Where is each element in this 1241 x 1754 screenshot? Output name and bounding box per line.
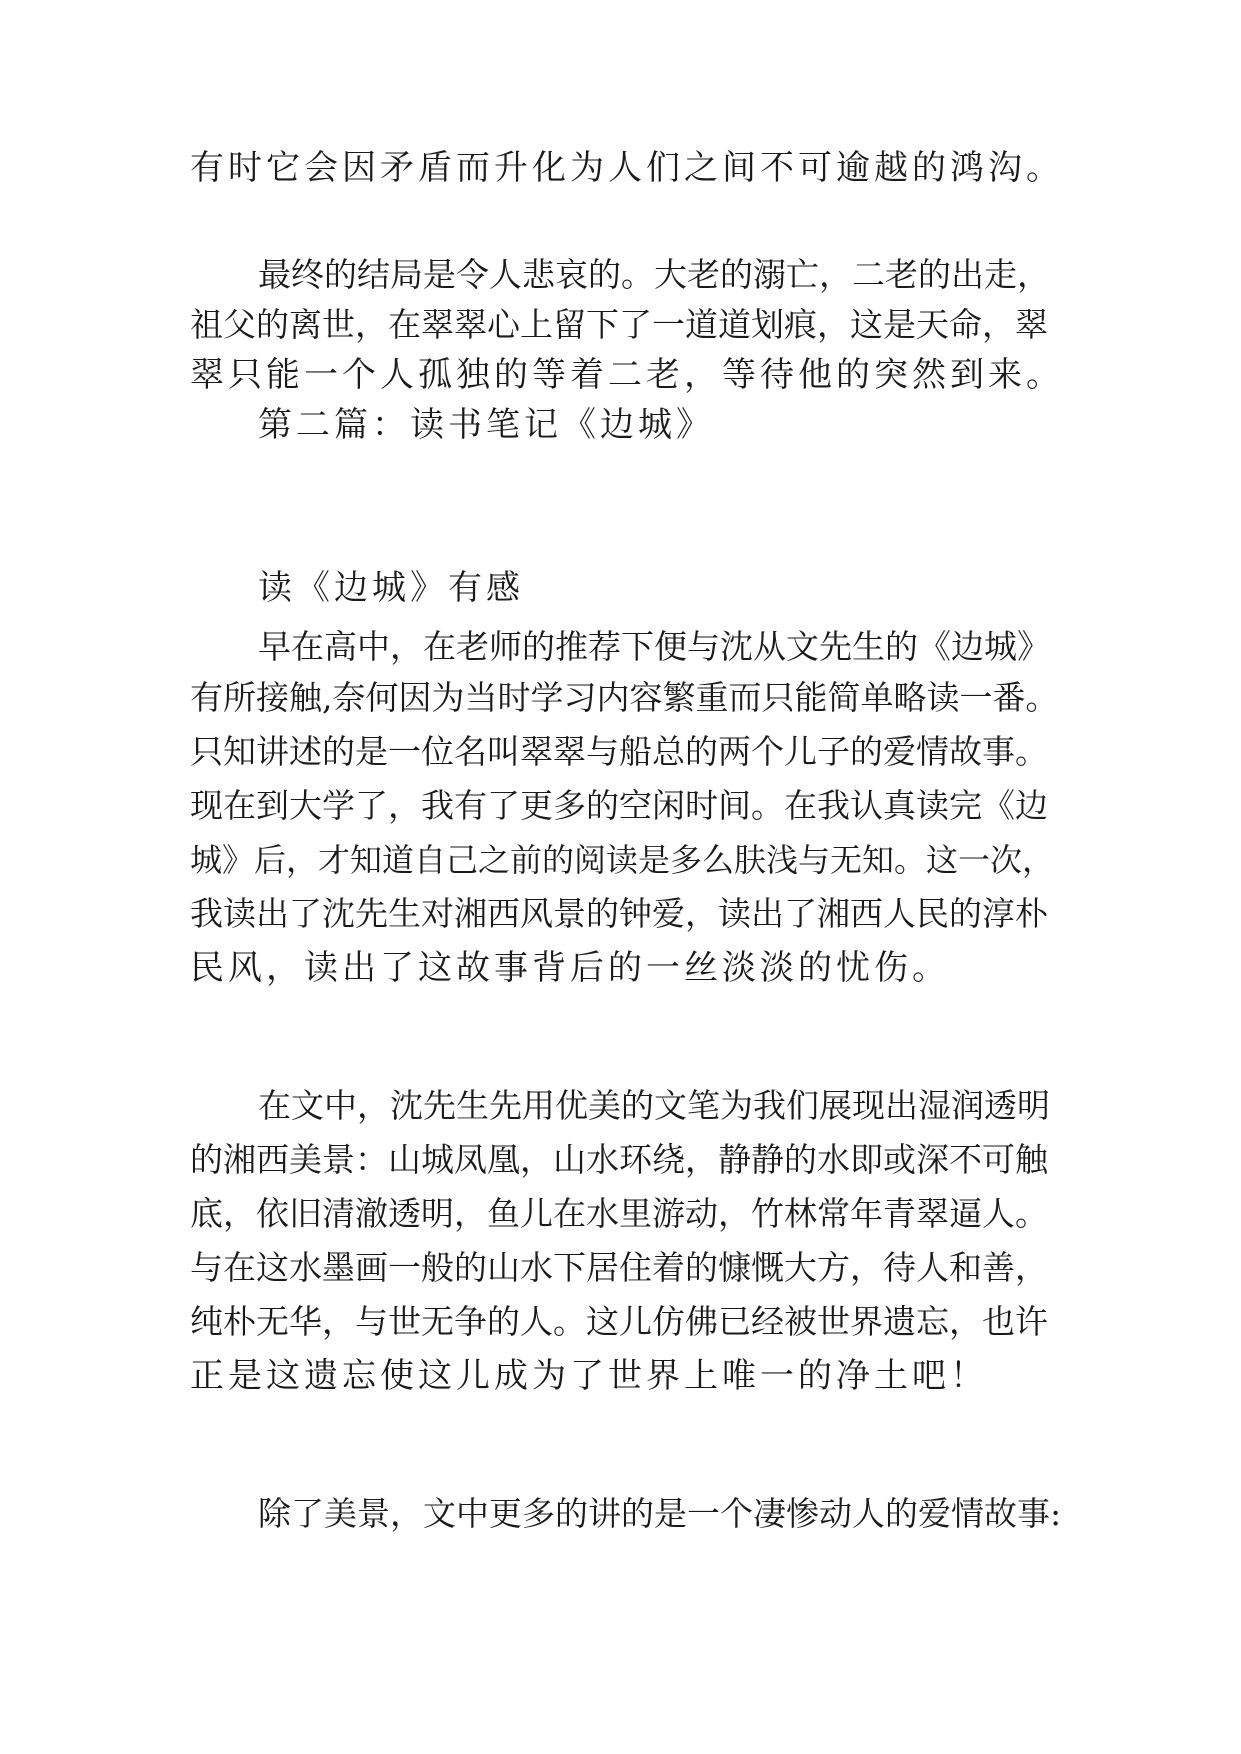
text-line: 有时它会因矛盾而升化为人们之间不可逾越的鸿沟。 (190, 148, 1064, 188)
text-line: 与在这水墨画一般的山水下居住着的慷慨大方，待人和善， (190, 1248, 1048, 1287)
text-line: 祖父的离世，在翠翠心上留下了一道道划痕，这是天命，翠 (190, 305, 1048, 344)
text-line: 只知讲述的是一位名叫翠翠与船总的两个儿子的爱情故事。 (190, 732, 1048, 771)
article-title: 读《边城》有感 (258, 568, 524, 608)
text-line: 有所接触,奈何因为当时学习内容繁重而只能简单略读一番。 (190, 678, 1059, 717)
text-line: 民风，读出了这故事背后的一丝淡淡的忧伤。 (190, 948, 950, 988)
text-line: 正是这遗忘使这儿成为了世界上唯一的净土吧！ (190, 1356, 988, 1396)
text-line: 的湘西美景：山城凤凰，山水环绕，静静的水即或深不可触 (190, 1140, 1048, 1179)
text-line: 纯朴无华，与世无争的人。这儿仿佛已经被世界遗忘，也许 (190, 1302, 1048, 1341)
text-line: 现在到大学了，我有了更多的空闲时间。在我认真读完《边 (190, 786, 1048, 825)
text-line: 底，依旧清澈透明，鱼儿在水里游动，竹林常年青翠逼人。 (190, 1194, 1048, 1233)
text-line: 翠只能一个人孤独的等着二老，等待他的突然到来。 (190, 355, 1064, 395)
text-line: 除了美景，文中更多的讲的是一个凄惨动人的爱情故事: (258, 1494, 1062, 1533)
text-line: 我读出了沈先生对湘西风景的钟爱，读出了湘西人民的淳朴 (190, 894, 1048, 933)
text-line: 早在高中，在老师的推荐下便与沈从文先生的《边城》 (258, 627, 1050, 666)
text-line: 最终的结局是令人悲哀的。大老的溺亡，二老的出走， (258, 255, 1050, 294)
text-line: 在文中，沈先生先用优美的文笔为我们展现出湿润透明 (258, 1086, 1050, 1125)
section-heading: 第二篇：读书笔记《边城》 (258, 405, 714, 445)
text-line: 城》后，才知道自己之前的阅读是多么肤浅与无知。这一次， (190, 841, 1055, 879)
